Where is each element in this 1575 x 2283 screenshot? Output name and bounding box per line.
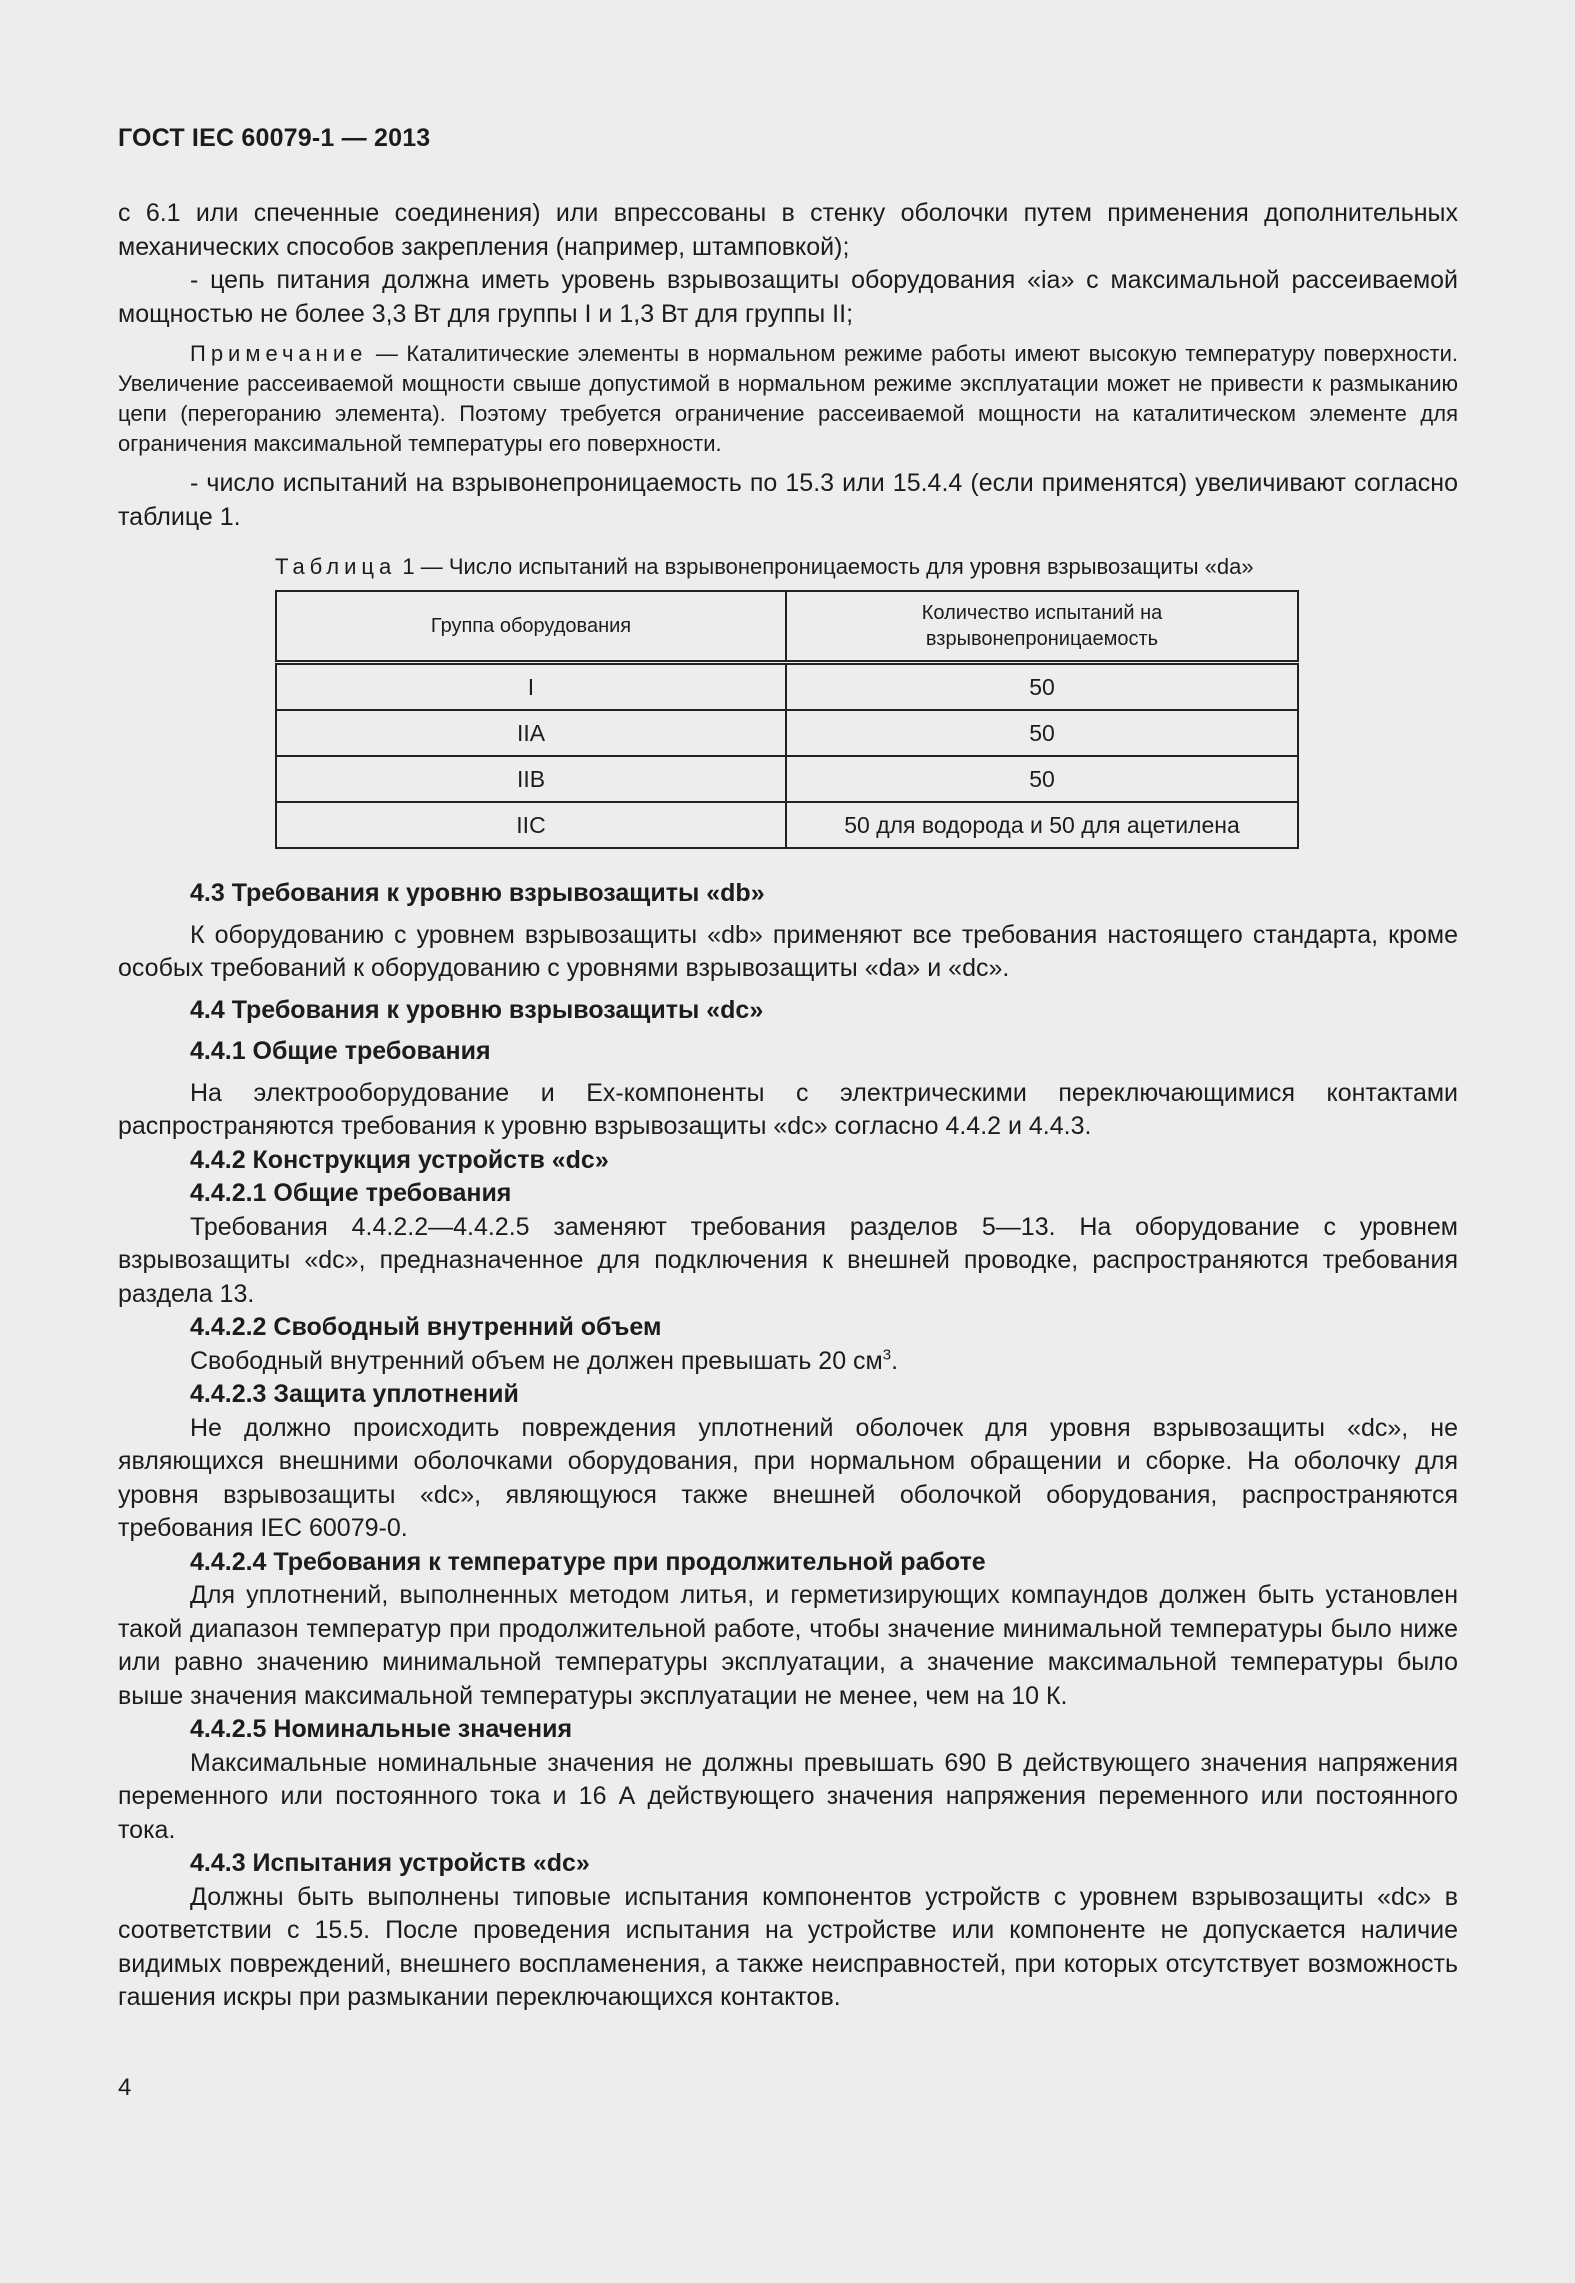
paragraph-tests: - число испытаний на взрывонепроницаемость по 15.3 или 15.4.4 (если применятся) увеличивают согласно таблице 1. [118,469,1458,531]
table-cell: 50 для водорода и 50 для ацетилена [786,802,1298,848]
section-heading-4-4-1: 4.4.1 Общие требования [190,1037,491,1065]
page-content [118,0,1458,2015]
section-heading-4-3: 4.3 Требования к уровню взрывозащиты «db» [190,879,765,907]
table-row [276,802,1298,848]
section-text-4-4-2-2 [118,1345,1458,1379]
section-heading-4-4-2-2: 4.4.2.2 Свободный внутренний объем [190,1313,662,1341]
table-row [276,710,1298,756]
section-heading-4-4-3: 4.4.3 Испытания устройств «dc» [190,1849,590,1877]
table-cell: IIB [276,756,786,802]
table-cell: 50 [786,663,1298,711]
table-cell: I [276,663,786,711]
document-header: ГОСТ IEC 60079-1 — 2013 [118,124,431,152]
section-text-4-4-2-1: Требования 4.4.2.2—4.4.2.5 заменяют требования разделов 5—13. На оборудование с уровнем взрывозащиты «dc», предназначенное для подключения к внешней проводке, распространяются требования раздела 13. [118,1212,1458,1308]
section-heading-4-4-2: 4.4.2 Конструкция устройств «dc» [190,1145,609,1174]
table-cell: IIC [276,802,786,848]
section-text-4-4-1: На электрооборудование и Ex-компоненты с электрическими переключающимися контактами распространяются требования к уровню взрывозащиты «dc» согласно 4.4.2 и 4.4.3. [118,1078,1458,1140]
section-heading-4-4-2-1: 4.4.2.1 Общие требования [190,1179,512,1207]
table-header-row [276,591,1298,663]
table-header-cell: Количество испытаний на взрывонепроницаемость [786,591,1298,663]
table-header-cell: Группа оборудования [276,591,786,663]
table-row [276,756,1298,802]
table-row [276,663,1298,711]
section-heading-4-4: 4.4 Требования к уровню взрывозащиты «dc» [190,995,764,1024]
volume-text: Свободный внутренний объем не должен превышать 20 см [190,1346,883,1375]
tests-table [275,590,1299,849]
table-caption [275,552,1415,582]
note [118,339,1458,459]
section-heading-4-4-2-3: 4.4.2.3 Защита уплотнений [190,1380,519,1408]
paragraph-continuation: с 6.1 или спеченные соединения) или впрессованы в стенку оболочки путем применения дополнительных механических способов закрепления (например, штамповкой); [118,199,1458,261]
note-text: — Каталитические элементы в нормальном режиме работы имеют высокую температуру поверхности. Увеличение рассеиваемой мощности свыше допустимой в нормальном режиме эксплуатации может не привести к размыканию цепи (перегоранию элемента). Поэтому требуется ограничение рассеиваемой мощности на каталитическом элементе для ограничения максимальной температуры его поверхности. [118,341,1458,456]
paragraph-power-circuit: - цепь питания должна иметь уровень взрывозащиты оборудования «ia» с максимальной рассеиваемой мощностью не более 3,3 Вт для группы I и 1,3 Вт для группы II; [118,266,1458,328]
section-text-4-4-3: Должны быть выполнены типовые испытания компонентов устройств с уровнем взрывозащиты «dc» в соответствии с 15.5. После проведения испытания на устройстве или компоненте не допускается наличие видимых повреждений, внешнего воспламенения, а также неисправностей, при которых отсутствует возможность гашения искры при размыкании переключающихся контактов. [118,1882,1458,2011]
volume-superscript: 3 [882,1346,892,1364]
table-caption-label: Таблица [275,554,397,579]
table-cell: 50 [786,710,1298,756]
volume-tail: . [891,1346,899,1375]
table-cell: IIA [276,710,786,756]
note-label: Примечание [190,341,368,366]
table-caption-text: 1 — Число испытаний на взрывонепроницаемость для уровня взрывозащиты «da» [396,554,1254,579]
section-text-4-4-2-5: Максимальные номинальные значения не должны превышать 690 В действующего значения напряжения переменного или постоянного тока и 16 А действующего значения напряжения переменного или постоянного тока. [118,1748,1458,1844]
section-heading-4-4-2-4: 4.4.2.4 Требования к температуре при продолжительной работе [190,1547,986,1576]
section-text-4-4-2-4: Для уплотнений, выполненных методом литья, и герметизирующих компаундов должен быть установлен такой диапазон температур при продолжительной работе, чтобы значение минимальной температуры было ниже или равно значению минимальной температуры эксплуатации, а значение максимальной температуры было выше значения максимальной температуры эксплуатации не менее, чем на 10 К. [118,1581,1458,1710]
section-text-4-4-2-3: Не должно происходить повреждения уплотнений оболочек для уровня взрывозащиты «dc», не являющихся внешними оболочками оборудования, при нормальном обращении и сборке. На оболочку для уровня взрывозащиты «dc», являющуюся также внешней оболочкой оборудования, распространяются требования IEC 60079-0. [118,1413,1458,1542]
page-number: 4 [118,2074,132,2101]
section-heading-4-4-2-5: 4.4.2.5 Номинальные значения [190,1715,573,1743]
section-text-4-3: К оборудованию с уровнем взрывозащиты «db» применяют все требования настоящего стандарта, кроме особых требований к оборудованию с уровнями взрывозащиты «da» и «dc». [118,920,1458,982]
table-cell: 50 [786,756,1298,802]
